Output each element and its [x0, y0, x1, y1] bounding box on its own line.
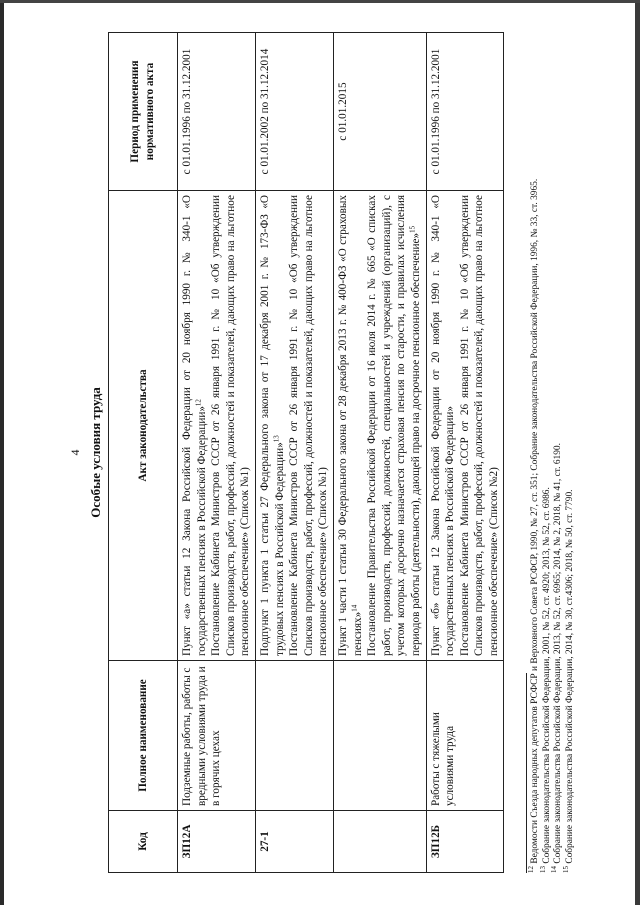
- row-acts: [333, 191, 426, 661]
- row-name: Работы с тяжелыми условиями труда: [426, 661, 504, 811]
- row-code: 27-1: [255, 811, 333, 873]
- header-full-name: Полное наименование: [109, 661, 178, 811]
- row-name: Подземные работы, работы с вредными условиями труда и в горячих цехах: [178, 661, 256, 811]
- footnote: $^{14}$ Собрание законодательства Российской Федерации, 2013, № 52, ст. 6965; 2014, № 2, 2018, № 41, ст. 6190.: [550, 443, 564, 873]
- row-period: с 01.01.2002 по 31.12.2014: [255, 33, 333, 191]
- row-code: ЗП12Б: [426, 811, 504, 873]
- row-acts: [426, 191, 504, 661]
- footnote-separator: [526, 673, 527, 873]
- row-acts: [178, 191, 256, 661]
- row-period: с 01.01.2015: [333, 33, 426, 191]
- act-paragraph: Постановление Кабинета Министров СССР от 26 января 1991 г. № 10 «Об утверждении Списков производств, работ, профессий, должностей и показателей, дающих право на льготное пенсионное обеспечение» (Список №1): [210, 195, 252, 656]
- special-conditions-table: [108, 32, 504, 873]
- table-header-row: [109, 33, 178, 873]
- footnote: $^{12}$ Ведомости Съезда народных депутатов РСФСР и Верховного Совета РСФСР, 1990, № 27, ст. 351; Собрание законодательства Российской Федерации, 1996, № 33, ст. 3965.: [526, 178, 540, 873]
- footnote: $^{15}$ Собрание законодательства Российской Федерации, 2014, № 30, ст.4306; 2018, № 50, ст. 7790.: [561, 489, 575, 873]
- act-paragraph: Пункт «б» статьи 12 Закона Российской Федерации от 20 ноября 1990 г. № 340-1 «О государственных пенсиях в Российской Федерации»: [429, 195, 457, 656]
- row-name: [255, 661, 333, 811]
- page-title: Особые условия труда: [88, 387, 103, 518]
- act-paragraph: Постановление Правительства Российской Федерации от 16 июля 2014 г. № 665 «О списках работ, производств, профессий, должностей, специальностей и учреждений (организаций), с учетом которых досрочно назначается страховая пенсия по старости, и правилах исчисления периодов работы (деятельности), дающей право на досрочное пенсионное обеспечение»$^{15}$: [366, 195, 422, 656]
- footnote-ref: 14: [349, 604, 358, 612]
- table-row: [178, 33, 256, 873]
- act-paragraph: Постановление Кабинета Министров СССР от 26 января 1991 г. № 10 «Об утверждении Списков производств, работ, профессий, должностей и показателей, дающих право на льготное пенсионное обеспечение» (Список №1): [288, 195, 330, 656]
- row-acts: [255, 191, 333, 661]
- footnote-ref: 15: [408, 225, 417, 233]
- footnote-ref: 12: [193, 399, 202, 407]
- row-period: с 01.01.1996 по 31.12.2001: [178, 33, 256, 191]
- header-period: Период применения нормативного акта: [109, 33, 178, 191]
- act-paragraph: Постановление Кабинета Министров СССР от 26 января 1991 г. № 10 «Об утверждении Списков производств, работ, профессий, должностей и показателей, дающих право на льготное пенсионное обеспечение» (Список №2): [458, 195, 500, 656]
- row-code: ЗП12А: [178, 811, 256, 873]
- page-number: 4: [68, 449, 82, 456]
- header-code: Код: [109, 811, 178, 873]
- table-row: [255, 33, 333, 873]
- header-legislative-act: Акт законодательства: [109, 191, 178, 661]
- row-code: [333, 811, 426, 873]
- table-row: [333, 33, 426, 873]
- act-paragraph: Пункт «а» статьи 12 Закона Российской Федерации от 20 ноября 1990 г. № 340-1 «О государственных пенсиях в Российской Федерации»$^{12}$: [181, 195, 208, 656]
- row-period: с 01.01.1996 по 31.12.2001: [426, 33, 504, 191]
- footnote-ref: 13: [271, 435, 280, 443]
- footnote: $^{13}$ Собрание законодательства Российской Федерации, 2001, № 52, ст. 4920; 2013, № 52, ст. 6986.: [538, 487, 552, 873]
- table-row: [426, 33, 504, 873]
- footnotes: [526, 33, 576, 873]
- row-name: [333, 661, 426, 811]
- act-paragraph: Пункт 1 части 1 статьи 30 Федерального закона от 28 декабря 2013 г. № 400-ФЗ «О страховых пенсиях»$^{14}$: [336, 195, 364, 656]
- act-paragraph: Подпункт 1 пункта 1 статьи 27 Федерального закона от 17 декабря 2001 г. № 173-ФЗ «О трудовых пенсиях в Российской Федерации»$^{13}$: [258, 195, 286, 656]
